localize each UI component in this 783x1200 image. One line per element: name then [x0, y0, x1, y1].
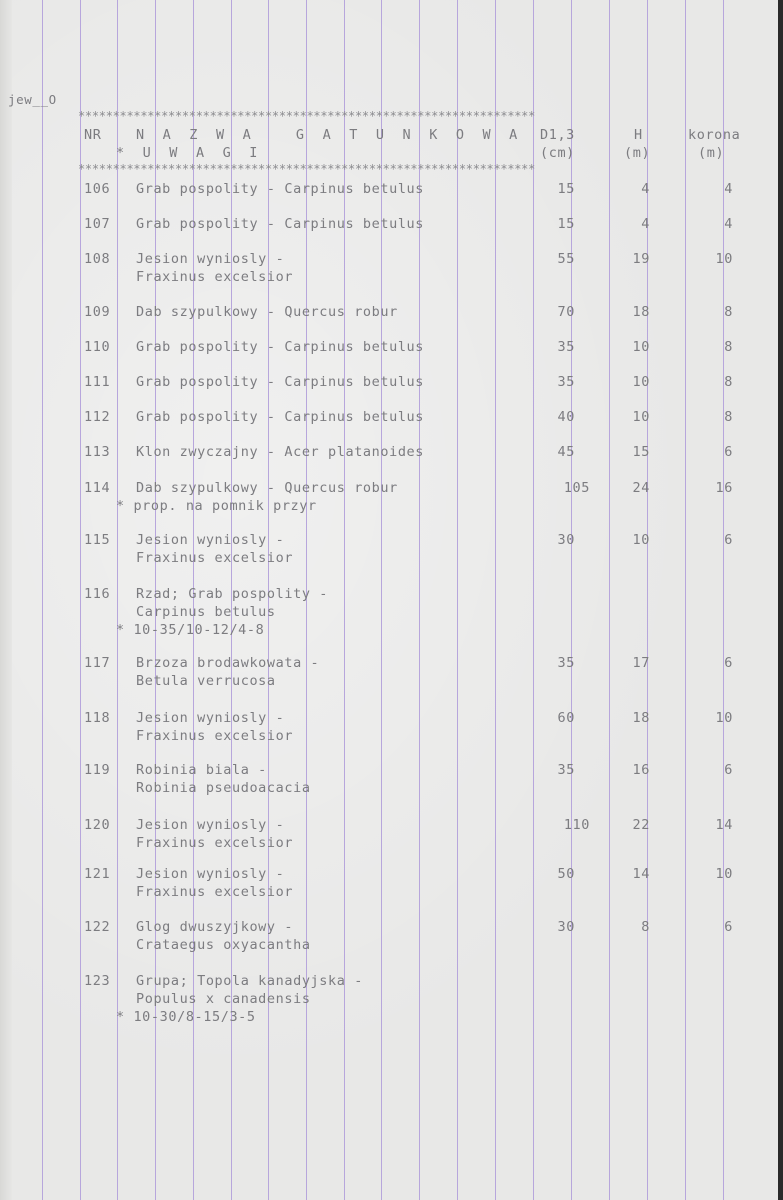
crown-value: 6: [724, 655, 733, 671]
crown-value: 10: [715, 251, 733, 267]
species-name-line2: Fraxinus excelsior: [136, 269, 294, 285]
height-value: 15: [632, 444, 650, 460]
row-number: 122: [84, 919, 111, 935]
header-dbh: D1,3: [540, 127, 575, 143]
crown-value: 16: [715, 480, 733, 496]
height-value: 22: [632, 817, 650, 833]
dbh-value: 35: [557, 655, 575, 671]
crown-value: 10: [715, 866, 733, 882]
height-value: 10: [632, 374, 650, 390]
crown-value: 8: [724, 409, 733, 425]
ruled-line: [685, 0, 686, 1200]
row-number: 110: [84, 339, 111, 355]
crown-value: 8: [724, 304, 733, 320]
height-value: 4: [641, 216, 650, 232]
header-dbh-unit: (cm): [540, 145, 575, 161]
remark-note: * 10-35/10-12/4-8: [116, 622, 265, 638]
row-number: 112: [84, 409, 111, 425]
species-name-line1: Grab pospolity - Carpinus betulus: [136, 409, 425, 425]
dbh-value: 15: [557, 216, 575, 232]
header-remarks: * U W A G I: [116, 145, 263, 161]
species-name-line2: Crataegus oxyacantha: [136, 937, 311, 953]
ruled-line: [647, 0, 648, 1200]
scan-edge: [778, 0, 783, 1200]
ruled-line: [533, 0, 534, 1200]
crown-value: 14: [715, 817, 733, 833]
species-name-line2: Robinia pseudoacacia: [136, 780, 311, 796]
row-number: 119: [84, 762, 111, 778]
crown-value: 10: [715, 710, 733, 726]
separator-top: ******************************************************************: [78, 109, 536, 123]
row-number: 120: [84, 817, 111, 833]
species-name-line1: Grab pospolity - Carpinus betulus: [136, 374, 425, 390]
dbh-value: 35: [557, 762, 575, 778]
dbh-value: 35: [557, 339, 575, 355]
height-value: 8: [641, 919, 650, 935]
species-name-line1: Klon zwyczajny - Acer platanoides: [136, 444, 425, 460]
row-number: 106: [84, 181, 111, 197]
ruled-line: [80, 0, 81, 1200]
species-name-line1: Grab pospolity - Carpinus betulus: [136, 181, 425, 197]
species-name-line1: Dab szypulkowy - Quercus robur: [136, 304, 398, 320]
height-value: 4: [641, 181, 650, 197]
species-name-line1: Jesion wyniosly -: [136, 817, 285, 833]
species-name-line1: Grupa; Topola kanadyjska -: [136, 973, 363, 989]
dbh-value: 50: [557, 866, 575, 882]
header-species-name: N A Z W A G A T U N K O W A: [136, 127, 523, 143]
dbh-value: 70: [557, 304, 575, 320]
crown-value: 4: [724, 181, 733, 197]
dbh-value: 105: [563, 480, 590, 496]
row-number: 116: [84, 586, 111, 602]
dbh-value: 30: [557, 919, 575, 935]
row-number: 113: [84, 444, 111, 460]
crown-value: 4: [724, 216, 733, 232]
height-value: 14: [632, 866, 650, 882]
species-name-line1: Jesion wyniosly -: [136, 866, 285, 882]
ruled-line: [42, 0, 43, 1200]
species-name-line2: Carpinus betulus: [136, 604, 276, 620]
ruled-line: [609, 0, 610, 1200]
crown-value: 6: [724, 762, 733, 778]
species-name-line2: Fraxinus excelsior: [136, 550, 294, 566]
height-value: 18: [632, 710, 650, 726]
dbh-value: 110: [563, 817, 590, 833]
header-crown-unit: (m): [698, 145, 725, 161]
species-name-line1: Rzad; Grab pospolity -: [136, 586, 329, 602]
dbh-value: 30: [557, 532, 575, 548]
ruled-line: [571, 0, 572, 1200]
dbh-value: 40: [557, 409, 575, 425]
row-number: 121: [84, 866, 111, 882]
height-value: 16: [632, 762, 650, 778]
crown-value: 8: [724, 339, 733, 355]
ruled-line: [723, 0, 724, 1200]
remark-note: * 10-30/8-15/3-5: [116, 1009, 256, 1025]
row-number: 107: [84, 216, 111, 232]
species-name-line1: Jesion wyniosly -: [136, 710, 285, 726]
species-name-line1: Robinia biala -: [136, 762, 267, 778]
species-name-line2: Fraxinus excelsior: [136, 884, 294, 900]
ruled-line: [457, 0, 458, 1200]
crown-value: 6: [724, 919, 733, 935]
ruled-line: [381, 0, 382, 1200]
header-height-unit: (m): [624, 145, 651, 161]
species-name-line2: Betula verrucosa: [136, 673, 276, 689]
height-value: 19: [632, 251, 650, 267]
crown-value: 6: [724, 532, 733, 548]
header-nr: NR: [84, 127, 102, 143]
height-value: 18: [632, 304, 650, 320]
height-value: 17: [632, 655, 650, 671]
height-value: 10: [632, 409, 650, 425]
paper-left-shadow: [0, 0, 12, 1200]
header-crown: korona: [688, 127, 741, 143]
species-name-line1: Jesion wyniosly -: [136, 532, 285, 548]
header-height: H: [634, 127, 643, 143]
species-name-line1: Grab pospolity - Carpinus betulus: [136, 339, 425, 355]
species-name-line1: Glog dwuszyjkowy -: [136, 919, 294, 935]
row-number: 111: [84, 374, 111, 390]
dbh-value: 55: [557, 251, 575, 267]
remark-note: * prop. na pomnik przyr: [116, 498, 317, 514]
height-value: 10: [632, 532, 650, 548]
ruled-line: [419, 0, 420, 1200]
row-number: 123: [84, 973, 111, 989]
row-number: 118: [84, 710, 111, 726]
dbh-value: 60: [557, 710, 575, 726]
row-number: 114: [84, 480, 111, 496]
ruled-line: [495, 0, 496, 1200]
file-label: jew__O: [8, 92, 57, 107]
row-number: 117: [84, 655, 111, 671]
row-number: 115: [84, 532, 111, 548]
species-name-line1: Jesion wyniosly -: [136, 251, 285, 267]
species-name-line2: Populus x canadensis: [136, 991, 311, 1007]
dbh-value: 15: [557, 181, 575, 197]
species-name-line1: Grab pospolity - Carpinus betulus: [136, 216, 425, 232]
crown-value: 6: [724, 444, 733, 460]
crown-value: 8: [724, 374, 733, 390]
separator-bottom: ******************************************************************: [78, 162, 536, 176]
dbh-value: 35: [557, 374, 575, 390]
row-number: 108: [84, 251, 111, 267]
height-value: 24: [632, 480, 650, 496]
species-name-line2: Fraxinus excelsior: [136, 728, 294, 744]
ruled-line: [344, 0, 345, 1200]
dbh-value: 45: [557, 444, 575, 460]
species-name-line2: Fraxinus excelsior: [136, 835, 294, 851]
height-value: 10: [632, 339, 650, 355]
row-number: 109: [84, 304, 111, 320]
species-name-line1: Brzoza brodawkowata -: [136, 655, 320, 671]
species-name-line1: Dab szypulkowy - Quercus robur: [136, 480, 398, 496]
